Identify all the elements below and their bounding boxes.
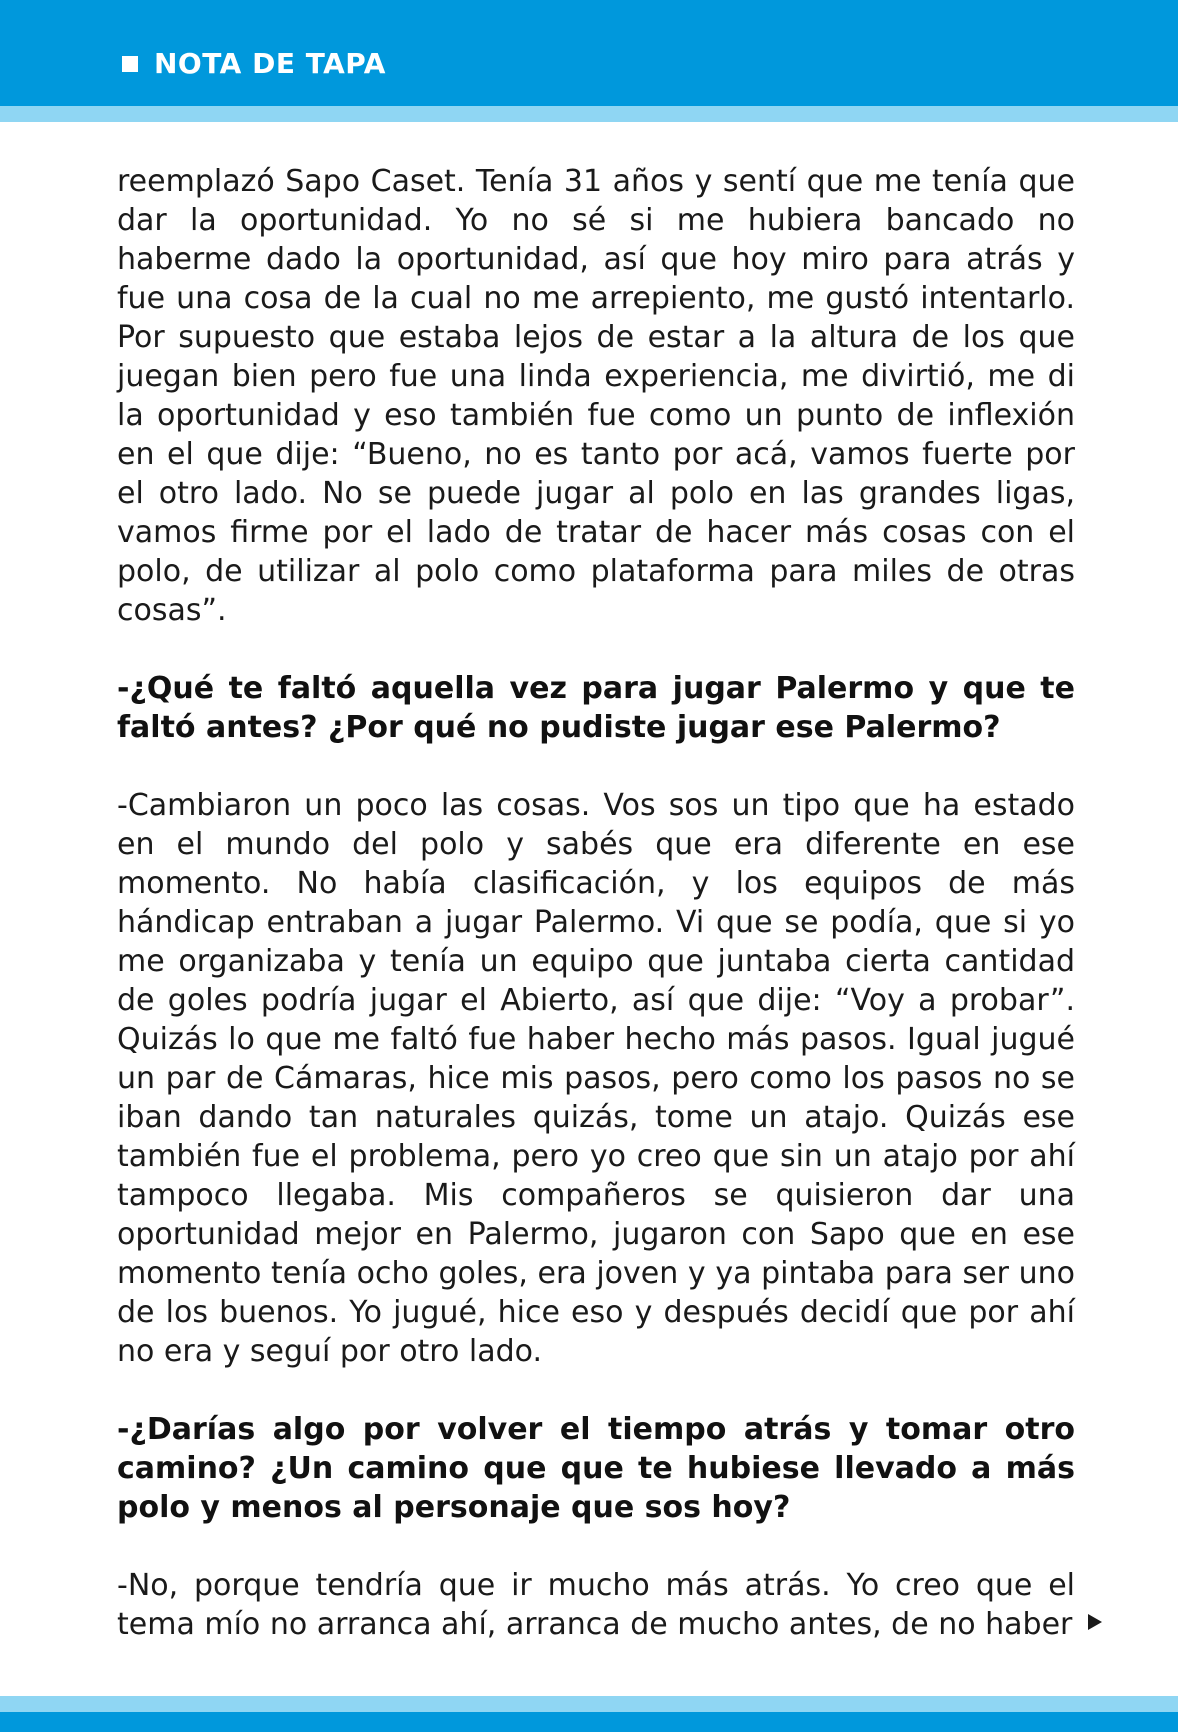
continue-arrow-icon bbox=[1088, 1614, 1102, 1630]
answer-paragraph-2: -Cambiaron un poco las cosas. Vos sos un tipo que ha estado en el mundo del polo y sabés que era diferente en ese momento. No había clasificación, y los equipos de más hándicap entraban a jugar Palermo. Vi que se podía, que si yo me organizaba y tenía un equipo que juntaba cierta cantidad de goles podría jugar el Abierto, así que dije: “Voy a probar”. Quizás lo que me faltó fue haber hecho más pasos. Igual jugué un par de Cámaras, hice mis pasos, pero como los pasos no se iban dando tan naturales quizás, tome un atajo. Quizás ese también fue el problema, pero yo creo que sin un atajo por ahí tampoco llegaba. Mis compañeros se quisieron dar una oportunidad mejor en Palermo, jugaron con Sapo que en ese momento tenía ocho goles, era joven y ya pintaba para ser uno de los buenos. Yo jugué, hice eso y después decidí que por ahí no era y seguí por otro lado. bbox=[117, 788, 1075, 1369]
section-label-text: NOTA DE TAPA bbox=[154, 47, 386, 80]
section-label bbox=[122, 47, 386, 80]
article-body bbox=[117, 162, 1075, 1644]
question-2: -¿Darías algo por volver el tiempo atrás y tomar otro camino? ¿Un camino que que te hubiese llevado a más polo y menos al personaje que sos hoy? bbox=[117, 1412, 1075, 1525]
square-bullet-icon bbox=[122, 56, 138, 72]
footer-stripe bbox=[0, 1696, 1178, 1712]
question-1: -¿Qué te faltó aquella vez para jugar Palermo y que te faltó antes? ¿Por qué no pudiste jugar ese Palermo? bbox=[117, 671, 1075, 745]
answer-paragraph-1: reemplazó Sapo Caset. Tenía 31 años y sentí que me tenía que dar la oportunidad. Yo no sé si me hubiera bancado no haberme dado la oportunidad, así que hoy miro para atrás y fue una cosa de la cual no me arrepiento, me gustó intentarlo. Por supuesto que estaba lejos de estar a la altura de los que juegan bien pero fue una linda experiencia, me divirtió, me di la oportunidad y eso también fue como un punto de inflexión en el que dije: “Bueno, no es tanto por acá, vamos fuerte por el otro lado. No se puede jugar al polo en las grandes ligas, vamos firme por el lado de tratar de hacer más cosas con el polo, de utilizar al polo como plataforma para miles de otras cosas”. bbox=[117, 164, 1075, 628]
answer-paragraph-3: -No, porque tendría que ir mucho más atrás. Yo creo que el tema mío no arranca ahí, arranca de mucho antes, de no haber bbox=[117, 1568, 1075, 1642]
footer-bar bbox=[0, 1712, 1178, 1732]
header-stripe bbox=[0, 106, 1178, 122]
